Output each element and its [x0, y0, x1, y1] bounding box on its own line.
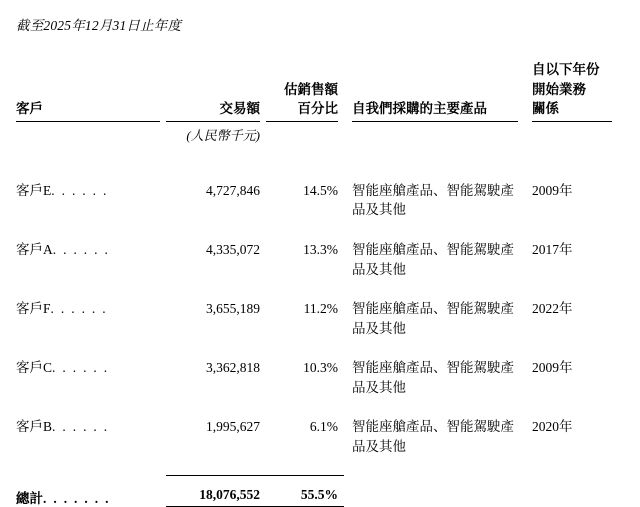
header-customer-label: 客戶: [16, 101, 43, 117]
subtotal-rule-row: [14, 467, 618, 481]
total-row: [14, 481, 618, 507]
total-label-text: 總計: [16, 490, 43, 506]
customer-name: 客戶F: [16, 301, 51, 317]
cell-relationship: 2022年: [532, 301, 573, 317]
header-rule-percent: [266, 121, 338, 122]
table-header: [14, 60, 618, 171]
header-rule-products: [352, 121, 518, 122]
header-percent: [266, 60, 344, 124]
header-customer: [14, 60, 166, 124]
header-amount-label: 交易額: [219, 101, 260, 117]
cell-amount: 3,655,189: [206, 301, 260, 317]
cell-relationship: 2009年: [532, 182, 573, 198]
cell-percent: 13.3%: [303, 242, 338, 257]
table-row: [14, 348, 618, 407]
total-amount: 18,076,552: [166, 481, 266, 507]
leader-dots: . . . . . .: [51, 182, 109, 198]
leader-dots: . . . . . .: [52, 419, 109, 435]
unit-spacer-percent: [266, 124, 344, 147]
cell-amount: 4,727,846: [206, 182, 260, 198]
rule-spacer-relationship: [524, 467, 618, 481]
cell-percent: 6.1%: [309, 419, 338, 435]
cell-customer: [14, 230, 166, 289]
rule-spacer-customer: [14, 467, 166, 481]
rule-percent: [266, 467, 344, 481]
table-caption: 截至2025年12月31日止年度: [16, 18, 182, 33]
header-rule-customer: [16, 121, 160, 122]
cell-percent: 10.3%: [303, 360, 338, 376]
cell-products: 智能座艙產品、智能駕駛產品及其他: [352, 360, 514, 395]
header-relationship-line1: 自以下年份: [532, 62, 600, 77]
table-footer: [14, 481, 618, 507]
table-row: [14, 289, 618, 348]
header-relationship-line2: 開始業務: [532, 81, 586, 97]
header-gap: [14, 147, 618, 171]
cell-customer: [14, 171, 166, 230]
table-row: [14, 407, 618, 466]
cell-products: 智能座艙產品、智能駕駛產品及其他: [352, 301, 514, 336]
cell-customer: [14, 348, 166, 407]
header-products-label: 自我們採購的主要產品: [352, 101, 487, 117]
table-header-row: [14, 60, 618, 124]
rule-amount: [166, 467, 266, 481]
amount-unit-label: (人民幣千元): [186, 127, 260, 143]
leader-dots: . . . . . .: [52, 242, 110, 257]
cell-percent: 14.5%: [303, 182, 338, 198]
unit-spacer-relationship: [524, 124, 618, 147]
leader-dots: . . . . . . .: [43, 490, 111, 506]
cell-products: 智能座艙產品、智能駕駛產品及其他: [352, 182, 514, 218]
total-spacer-products: [344, 481, 524, 507]
header-percent-line1: 估銷售額: [284, 81, 338, 97]
leader-dots: . . . . . .: [52, 360, 109, 376]
cell-amount: 1,995,627: [206, 419, 260, 435]
cell-customer: [14, 407, 166, 466]
table-body: [14, 171, 618, 481]
table-row: [14, 171, 618, 230]
header-amount: [166, 60, 266, 124]
cell-customer: [14, 289, 166, 348]
customer-name: 客戶E: [16, 182, 52, 198]
cell-amount: 3,362,818: [206, 360, 260, 376]
table-gap-row: [14, 147, 618, 171]
cell-products: 智能座艙產品、智能駕駛產品及其他: [352, 242, 514, 277]
cell-products: 智能座艙產品、智能駕駛產品及其他: [352, 419, 514, 454]
rule-spacer-products: [344, 467, 524, 481]
header-relationship-line3: 關係: [532, 101, 559, 117]
total-label: [14, 481, 166, 507]
cell-relationship: 2017年: [532, 242, 573, 257]
header-percent-line2: 百分比: [297, 101, 338, 117]
cell-relationship: 2020年: [532, 419, 573, 435]
unit-spacer-products: [344, 124, 524, 147]
unit-spacer-customer: [14, 124, 166, 147]
major-customers-table: [14, 60, 618, 507]
total-percent: 55.5%: [266, 481, 344, 507]
customer-name: 客戶A: [16, 242, 53, 257]
cell-amount: 4,335,072: [206, 242, 260, 257]
table-unit-row: [14, 124, 618, 147]
leader-dots: . . . . . .: [50, 301, 108, 317]
cell-percent: 11.2%: [303, 301, 338, 317]
customer-name: 客戶C: [16, 360, 53, 376]
total-spacer-relationship: [524, 481, 618, 507]
table-row: [14, 230, 618, 289]
header-products: [344, 60, 524, 124]
header-relationship: [524, 60, 618, 124]
header-rule-amount: [166, 121, 260, 122]
header-rule-relationship: [532, 121, 612, 122]
cell-relationship: 2009年: [532, 360, 573, 376]
customer-name: 客戶B: [16, 419, 53, 435]
